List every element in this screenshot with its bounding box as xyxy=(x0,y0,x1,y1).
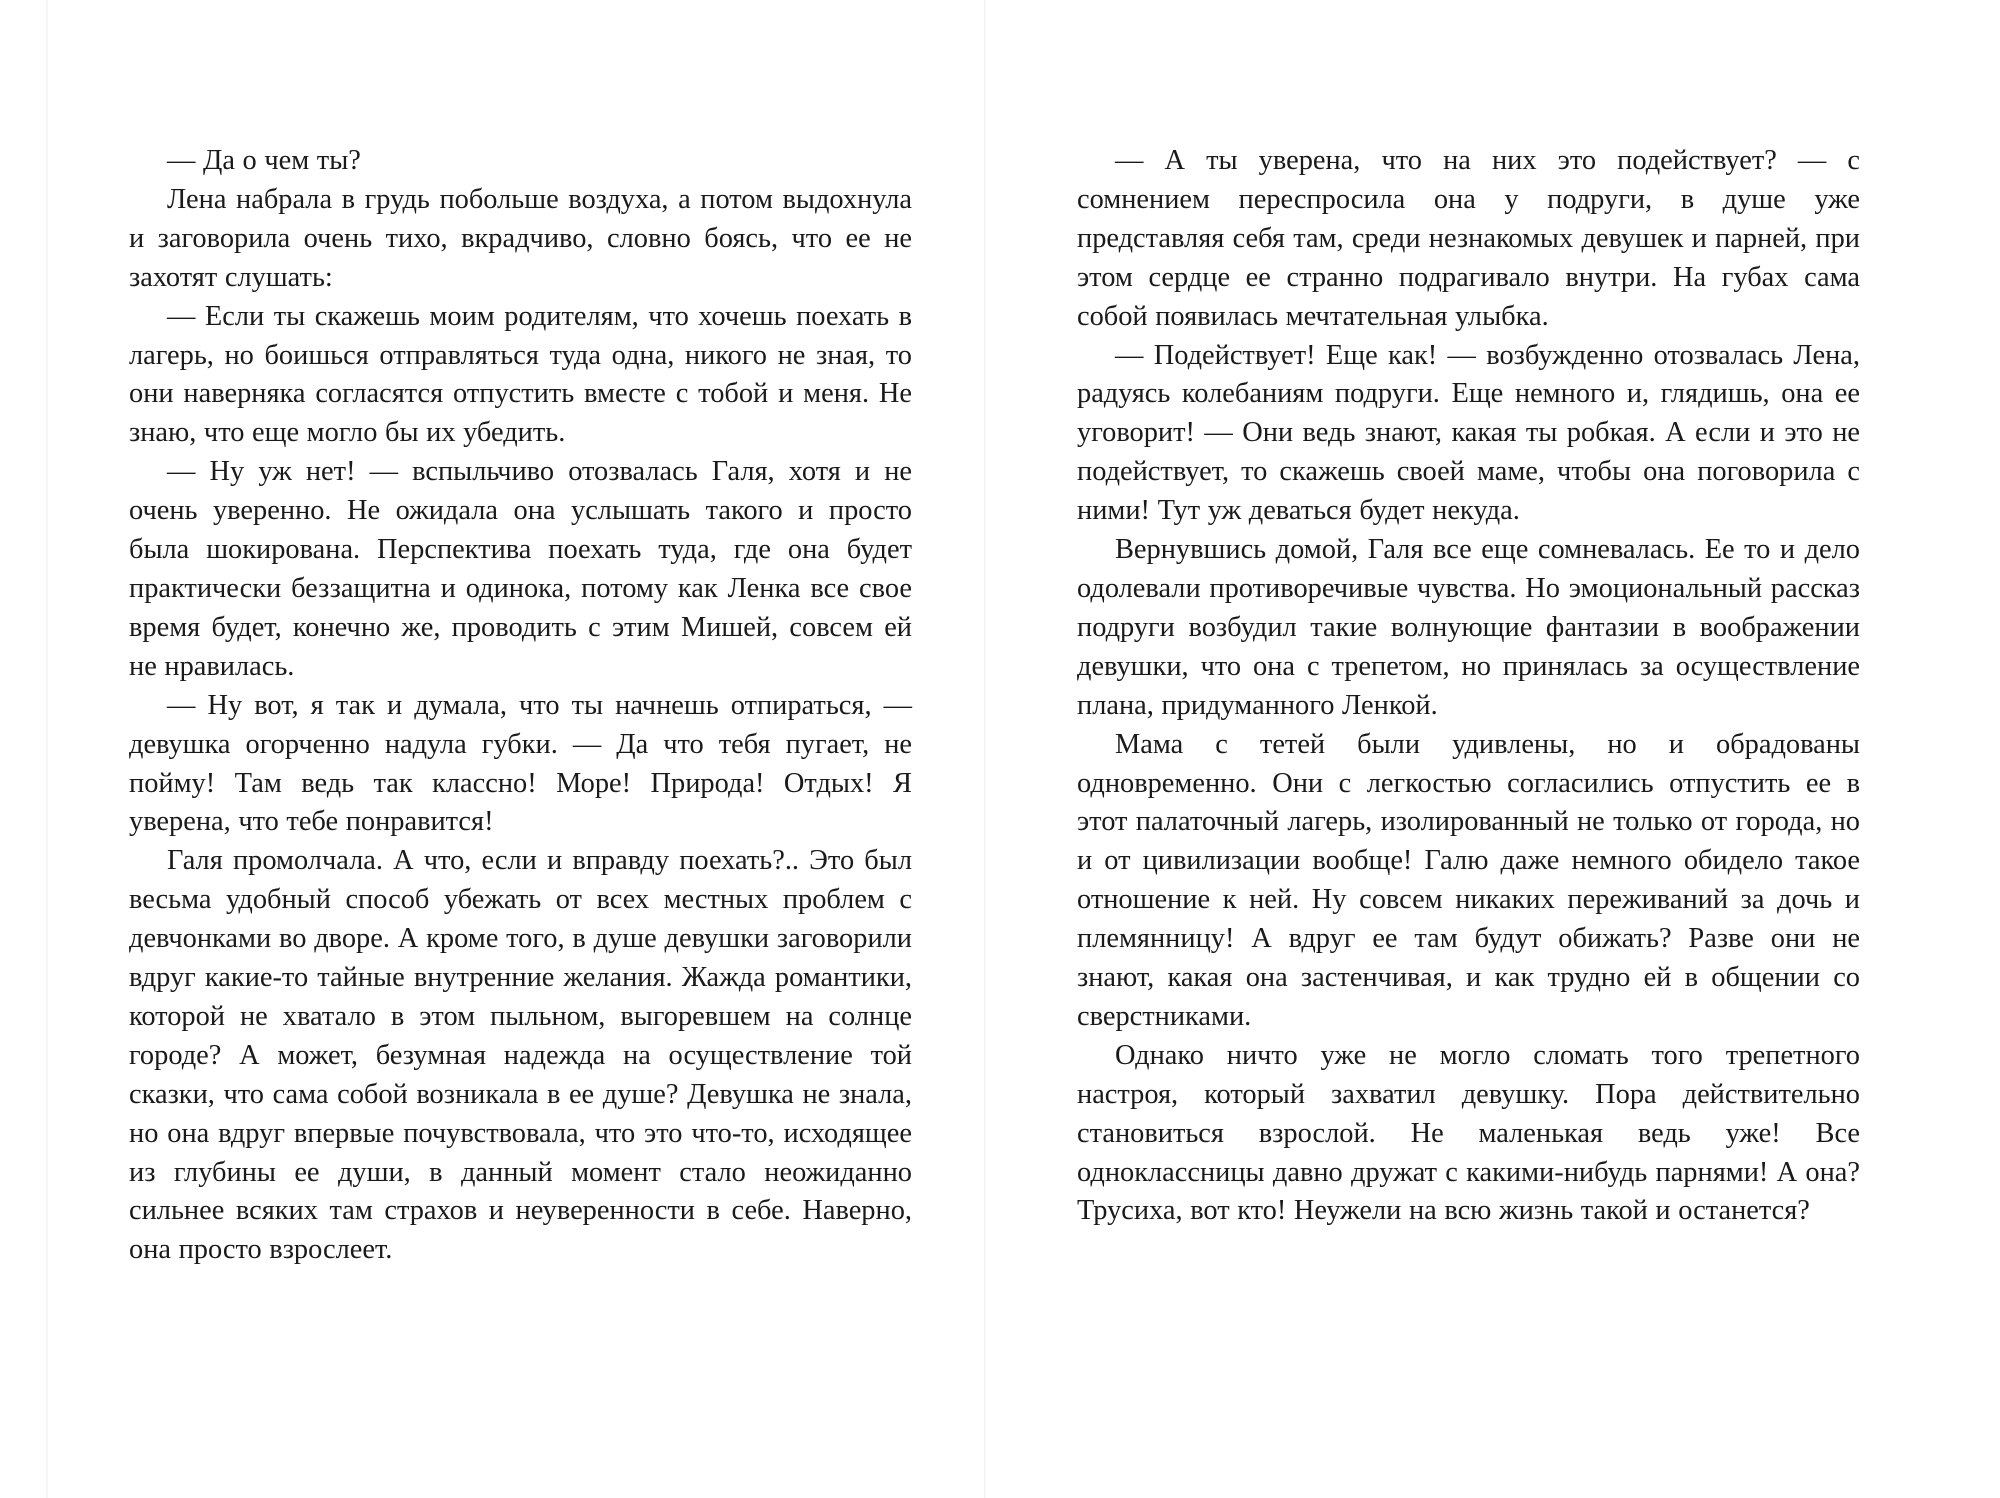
paragraph: Вернувшись домой, Галя все еще сомневалась. Ее то и дело одолевали противоречивые чувства. Но эмоциональный рассказ подруги возбудил такие волнующие фантазии в воображении девушки, что она с трепетом, но принялась за осуществление плана, придуманного Ленкой. xyxy=(1077,534,1860,721)
page-edge xyxy=(46,0,48,1498)
paragraph: Мама с тетей были удивлены, но и обрадованы одновременно. Они с легкостью согласились отпустить ее в этот палаточный лагерь, изолированный не только от города, но и от цивилизации вообще! Галю даже немного обидело такое отношение к ней. Ну совсем никаких переживаний за дочь и племянницу! А вдруг ее там будут обижать? Разве они не знают, какая она застенчивая, и как трудно ей в общении со сверстниками. xyxy=(1077,728,1860,1032)
paragraph: — А ты уверена, что на них это подействует? — с сомнением переспросила она у подруги, в душе уже представляя себя там, среди незнакомых девушек и парней, при этом сердце ее странно подрагивало внутри. На губах сама собой появилась мечтательная улыбка. xyxy=(1077,145,1860,332)
paragraph: Галя промолчала. А что, если и вправду поехать?.. Это был весьма удобный способ убежать от всех местных проблем с девчонками во дворе. А кроме того, в душе девушки заговорили вдруг какие-то тайные внутренние желания. Жажда романтики, которой не хватало в этом пыльном, выгоревшем на солнце городе? А может, безумная надежда на осуществление той сказки, что сама собой возникала в ее душе? Девушка не знала, но она вдруг впервые почувствовала, что это что-то, исходящее из глубины ее души, в данный момент стало неожиданно сильнее всяких там страхов и неуверенности в себе. Наверно, она просто взрослеет. xyxy=(129,845,912,1266)
paragraph: — Ну уж нет! — вспыльчиво отозвалась Галя, хотя и не очень уверенно. Не ожидала она услышать такого и просто была шокирована. Перспектива поехать туда, где она будет практически беззащитна и одинока, потому как Ленка все свое время будет, конечно же, проводить с этим Мишей, совсем ей не нравилась. xyxy=(129,456,912,682)
book-gutter xyxy=(984,0,986,1498)
paragraph: — Ну вот, я так и думала, что ты начнешь отпираться, — девушка огорченно надула губки. — Да что тебя пугает, не пойму! Там ведь так классно! Море! Природа! Отдых! Я уверена, что тебе понравится! xyxy=(129,689,912,838)
left-page xyxy=(129,142,912,1270)
right-page xyxy=(1077,142,1860,1231)
paragraph: — Да о чем ты? xyxy=(167,145,361,176)
paragraph: — Если ты скажешь моим родителям, что хочешь поехать в лагерь, но боишься отправляться туда одна, никого не зная, то они наверняка согласятся отпустить вместе с тобой и меня. Не знаю, что еще могло бы их убедить. xyxy=(129,300,912,449)
paragraph: — Подействует! Еще как! — возбужденно отозвалась Лена, радуясь колебаниям подруги. Еще немного и, глядишь, она ее уговорит! — Они ведь знают, какая ты робкая. А если и это не подействует, то скажешь своей маме, чтобы она поговорила с ними! Тут уж деваться будет некуда. xyxy=(1077,339,1860,527)
paragraph: Лена набрала в грудь побольше воздуха, а потом выдохнула и заговорила очень тихо, вкрадчиво, словно боясь, что ее не захотят слушать: xyxy=(129,183,912,293)
paragraph: Однако ничто уже не могло сломать того трепетного настроя, который захватил девушку. Пора действительно становиться взрослой. Не маленькая ведь уже! Все одноклассницы давно дружат с какими-нибудь парнями! А она? Трусиха, вот кто! Неужели на всю жизнь такой и останется? xyxy=(1077,1039,1860,1227)
